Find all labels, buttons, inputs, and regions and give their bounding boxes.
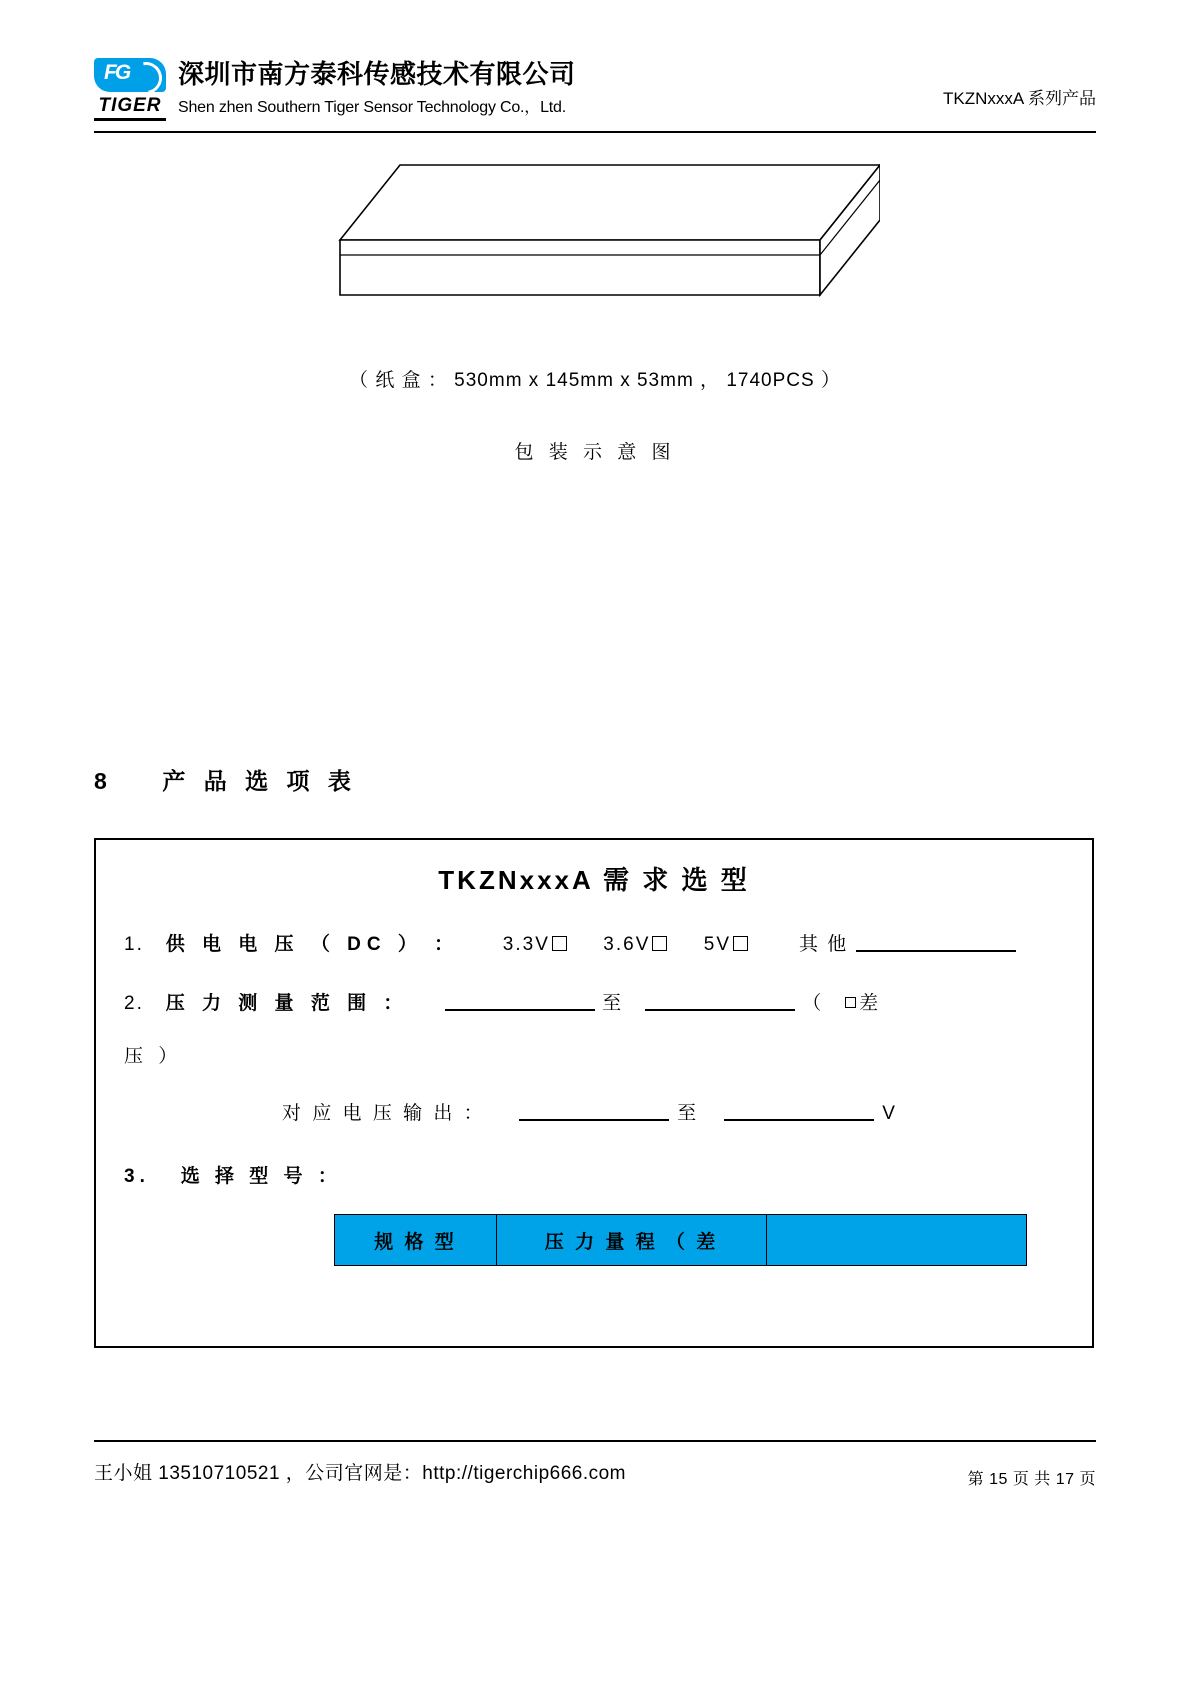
item2-paren-open: （ [802, 993, 824, 1014]
logo-initials: FG [104, 61, 130, 84]
company-name-cn: 深圳市南方泰科传感技术有限公司 [178, 59, 576, 89]
logo-mark-icon [94, 58, 166, 92]
item2-unit: V [882, 1103, 898, 1124]
item1-index: 1. [124, 934, 144, 955]
footer-divider [94, 1440, 1096, 1442]
item2-vout-min-input[interactable] [519, 1099, 669, 1121]
item2-range-max-input[interactable] [645, 989, 795, 1011]
logo-swoosh-icon [124, 56, 169, 101]
item3-label: 选 择 型 号 ： [180, 1166, 342, 1187]
form-item-model-select [124, 1161, 1092, 1188]
product-option-form [94, 838, 1094, 1348]
form-title: TKZNxxxA 需 求 选 型 [438, 865, 750, 895]
document-series-label: TKZNxxxA 系列产品 [942, 89, 1096, 108]
item1-other-input[interactable] [856, 930, 1016, 952]
item1-option-3v3: 3.3V [502, 934, 550, 955]
packaging-box-diagram [300, 155, 880, 325]
form-item-supply-voltage [124, 929, 1092, 956]
logo-underline [94, 118, 166, 121]
item2-sub-label: 对 应 电 压 输 出 ： [282, 1103, 486, 1124]
item2-index: 2. [124, 993, 144, 1014]
item3-index: 3. [124, 1166, 150, 1187]
section-number: 8 [94, 768, 113, 794]
checkbox-3v3[interactable] [552, 936, 567, 951]
item2-label: 压 力 测 量 范 围 ： [165, 993, 409, 1014]
header-divider [94, 131, 1096, 133]
table-row [335, 1215, 1027, 1266]
item2-wrap-text: 压 ） [124, 1046, 183, 1067]
item1-label: 供 电 电 压 （ DC ） ： [165, 934, 460, 955]
item2-sub-connector: 至 [677, 1103, 700, 1124]
table-header-range: 压 力 量 程 （ 差 [497, 1215, 767, 1266]
form-item-voltage-output [282, 1098, 1092, 1125]
checkbox-5v[interactable] [733, 936, 748, 951]
table-header-empty [767, 1215, 1027, 1266]
company-logo [94, 58, 166, 120]
figure-dimensions-caption: （ 纸 盒 ： 530mm x 145mm x 53mm ， 1740PCS ） [349, 370, 841, 391]
item1-other-label: 其 他 [799, 934, 849, 955]
checkbox-3v6[interactable] [652, 936, 667, 951]
footer-page-info: 第 15 页 共 17 页 [967, 1471, 1096, 1488]
section-heading [94, 763, 357, 796]
checkbox-differential[interactable] [845, 997, 856, 1008]
section-title: 产 品 选 项 表 [162, 768, 357, 794]
model-select-table [334, 1214, 1027, 1266]
item1-option-3v6: 3.6V [603, 934, 651, 955]
table-header-spec: 规 格 型 [335, 1215, 497, 1266]
figure-title: 包 装 示 意 图 [514, 442, 676, 463]
item2-range-min-input[interactable] [445, 989, 595, 1011]
form-item-pressure-range [124, 988, 1092, 1015]
page-header [94, 52, 1096, 130]
company-name-en: Shen zhen Southern Tiger Sensor Technology Co.，Ltd. [178, 99, 566, 116]
item2-checkbox-label: 差 [859, 993, 881, 1014]
item1-option-5v: 5V [703, 934, 732, 955]
logo-wordmark: TIGER [98, 95, 162, 116]
item2-vout-max-input[interactable] [724, 1099, 874, 1121]
footer-contact: 王小姐 13510710521 ，公司官网是：http://tigerchip666.com [94, 1463, 627, 1484]
item2-connector: 至 [602, 993, 624, 1014]
